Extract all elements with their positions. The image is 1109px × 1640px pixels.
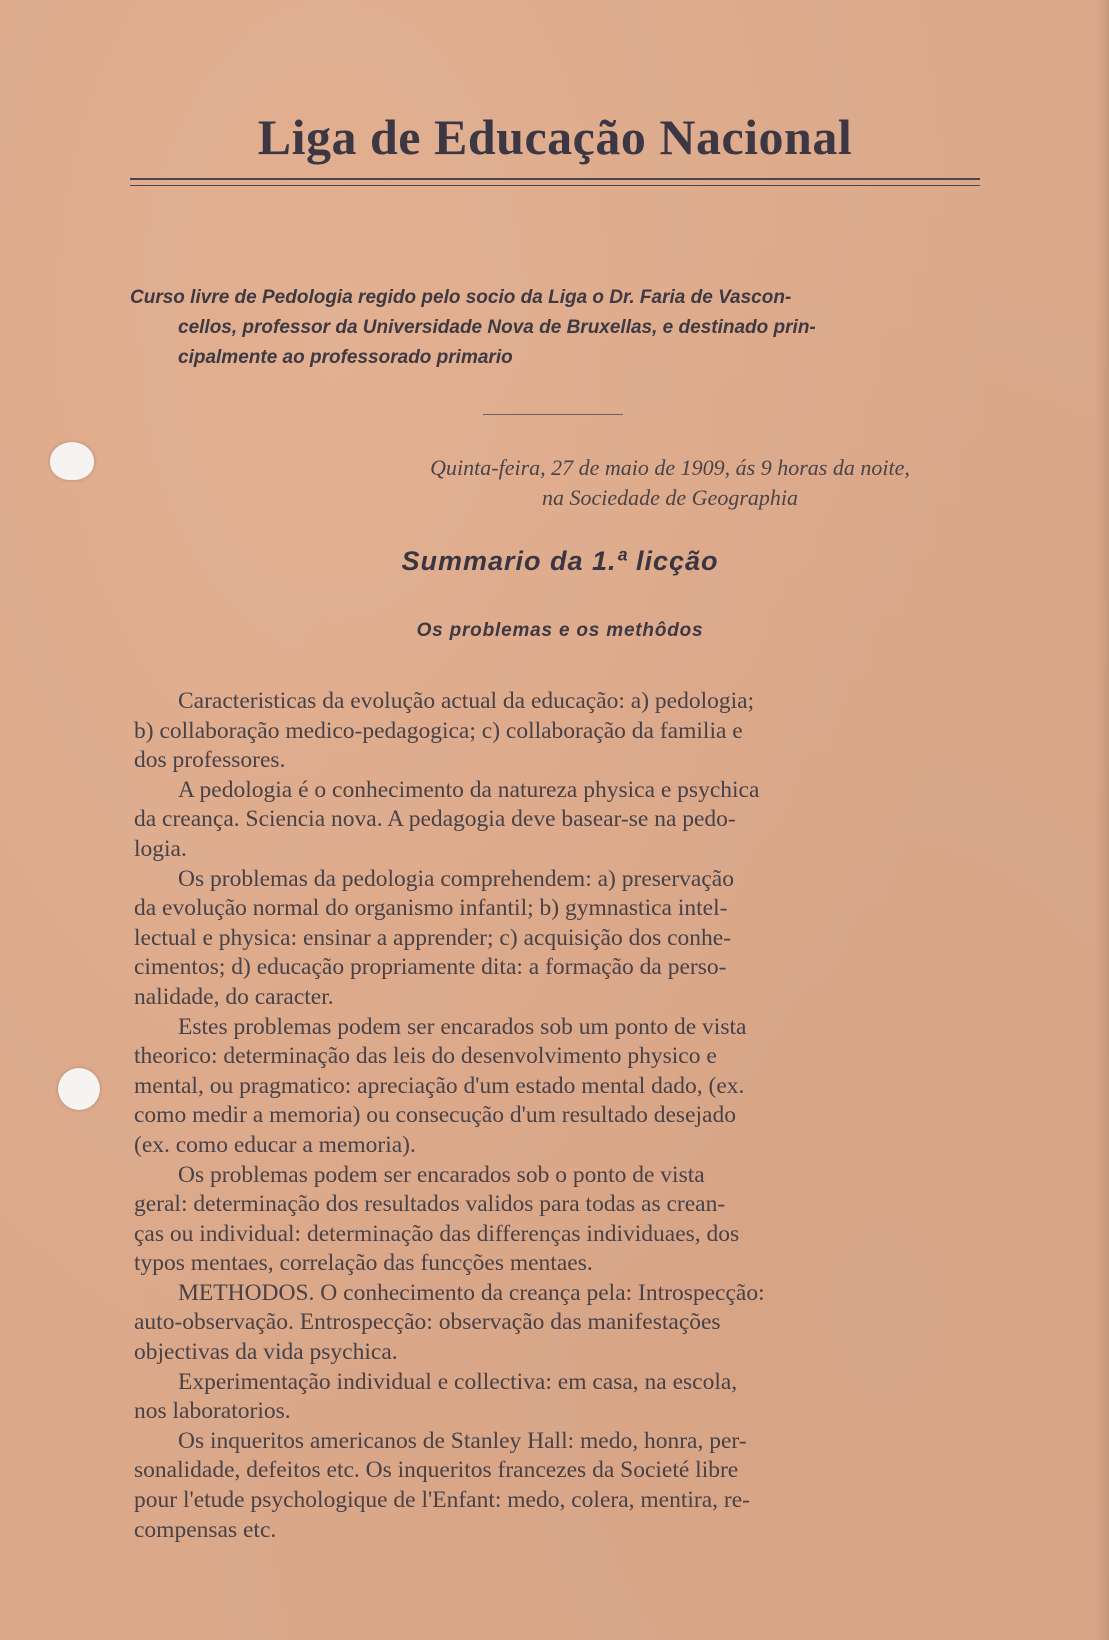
body-line: Os inqueritos americanos de Stanley Hall: medo, honra, per- [178,1427,747,1454]
summary-heading: Summario da 1.ª licção [401,546,719,576]
body-line: Experimentação individual e collectiva: em casa, na escola, [178,1368,738,1395]
course-description [130,283,986,373]
body-line: A pedologia é o conhecimento da natureza physica e psychica [178,776,760,803]
body-text [134,687,984,1545]
course-line: Curso livre de Pedologia regido pelo socio da Liga o Dr. Faria de Vascon- [130,287,792,308]
body-line: pour l'etude psychologique de l'Enfant: medo, colera, mentira, re- [134,1487,750,1514]
body-line: logia. [134,835,187,862]
body-line: geral: determinação dos resultados validos para todas as crean- [134,1191,726,1218]
body-line: auto-observação. Entrospecção: observação das manifestações [134,1309,721,1336]
body-line: compensas etc. [134,1516,277,1543]
body-line: mental, ou pragmatico: apreciação d'um estado mental dado, (ex. [134,1072,745,1099]
body-line: ças ou individual: determinação das differenças individuaes, dos [134,1220,740,1247]
body-line: nalidade, do caracter. [134,983,334,1010]
body-line: b) collaboração medico-pedagogica; c) collaboração da familia e [134,717,743,744]
document-title: Liga de Educação Nacional [257,109,853,165]
body-line: dos professores. [134,747,286,774]
body-line: theorico: determinação das leis do desenvolvimento physico e [134,1043,717,1070]
punch-hole-top [50,442,94,480]
body-line: lectual e physica: ensinar a apprender; c) acquisição dos conhe- [134,924,732,951]
body-line: METHODOS. O conhecimento da creança pela: Introspecção: [178,1279,765,1306]
paper-edge [1095,0,1109,1640]
body-line: typos mentaes, correlação das funcções mentaes. [134,1250,593,1277]
body-line: da creança. Sciencia nova. A pedagogia deve basear-se na pedo- [134,806,736,833]
body-line: (ex. como educar a memoria). [134,1131,416,1158]
body-line: cimentos; d) educação propriamente dita: a formação da perso- [134,954,727,981]
separator-rule [483,414,623,415]
course-line: cipalmente ao professorado primario [178,347,513,368]
lesson-subtitle: Os problemas e os methôdos [416,620,704,641]
body-line: Os problemas podem ser encarados sob o ponto de vista [178,1161,705,1188]
body-line: sonalidade, defeitos etc. Os inqueritos francezes da Societé libre [134,1457,739,1484]
date-location [370,453,970,513]
body-line: como medir a memoria) ou consecução d'um resultado desejado [134,1102,736,1129]
location-line: na Sociedade de Geographia [542,485,798,510]
body-line: objectivas da vida psychica. [134,1339,398,1366]
date-line: Quinta-feira, 27 de maio de 1909, ás 9 horas da noite, [430,455,910,480]
title-double-rule [130,178,980,186]
body-line: Os problemas da pedologia comprehendem: a) preservação [178,865,734,892]
body-line: Estes problemas podem ser encarados sob um ponto de vista [178,1013,747,1040]
body-line: da evolução normal do organismo infantil; b) gymnastica intel- [134,895,728,922]
body-line: Caracteristicas da evolução actual da educação: a) pedologia; [178,688,755,714]
course-line: cellos, professor da Universidade Nova de Bruxellas, e destinado prin- [178,317,816,338]
punch-hole-bottom [58,1068,100,1110]
body-line: nos laboratorios. [134,1398,291,1425]
